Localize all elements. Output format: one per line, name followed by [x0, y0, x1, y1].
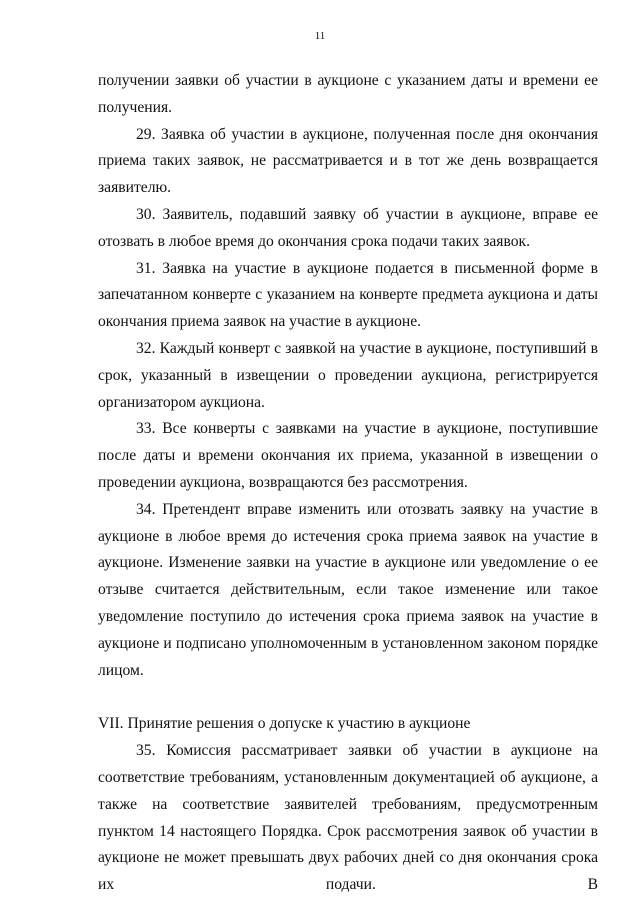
paragraph-32: 32. Каждый конверт с заявкой на участие в аукционе, поступивший в срок, указанный в извещении о проведении аукциона, регистрируется организатором аукциона.: [98, 339, 598, 411]
paragraph-34: 34. Претендент вправе изменить или отозвать заявку на участие в аукционе в любое время до истечения срока приема заявок на участие в аукционе. Изменение заявки на участие в аукционе или уведомление о ее отзыве считается действительным, если такое изменение или такое уведомление поступило до истечения срока приема заявок на участие в аукционе и подписано уполномоченным в установленном законом порядке лицом.: [98, 500, 598, 679]
paragraph-30: 30. Заявитель, подавший заявку об участии в аукционе, вправе ее отозвать в любое время до окончания срока подачи таких заявок.: [98, 205, 598, 250]
document-body: [98, 68, 598, 899]
section-heading: VII. Принятие решения о допуске к участию в аукционе: [98, 715, 471, 733]
paragraph-29: 29. Заявка об участии в аукционе, полученная после дня окончания приема таких заявок, не рассматривается и в тот же день возвращается заявителю.: [98, 125, 598, 197]
paragraph-33: 33. Все конверты с заявками на участие в аукционе, поступившие после даты и времени окончания их приема, указанной в извещении о проведении аукциона, возвращаются без рассмотрения.: [98, 420, 598, 491]
page-number: 11: [314, 30, 326, 42]
paragraph-continuation: получении заявки об участии в аукционе с указанием даты и времени ее получения.: [98, 72, 598, 116]
paragraph-35: 35. Комиссия рассматривает заявки об участии в аукционе на соответствие требованиям, установленным документацией об аукционе, а также на соответствие заявителей требованиям, предусмотренным пунктом 14 настоящего Порядка. Срок рассмотрения заявок об участии в аукционе не может превышать двух рабочих дней со дня окончания срока их подачи. В: [98, 742, 598, 894]
paragraph-31: 31. Заявка на участие в аукционе подается в письменной форме в запечатанном конверте с указанием на конверте предмета аукциона и даты окончания приема заявок на участие в аукционе.: [98, 259, 598, 331]
